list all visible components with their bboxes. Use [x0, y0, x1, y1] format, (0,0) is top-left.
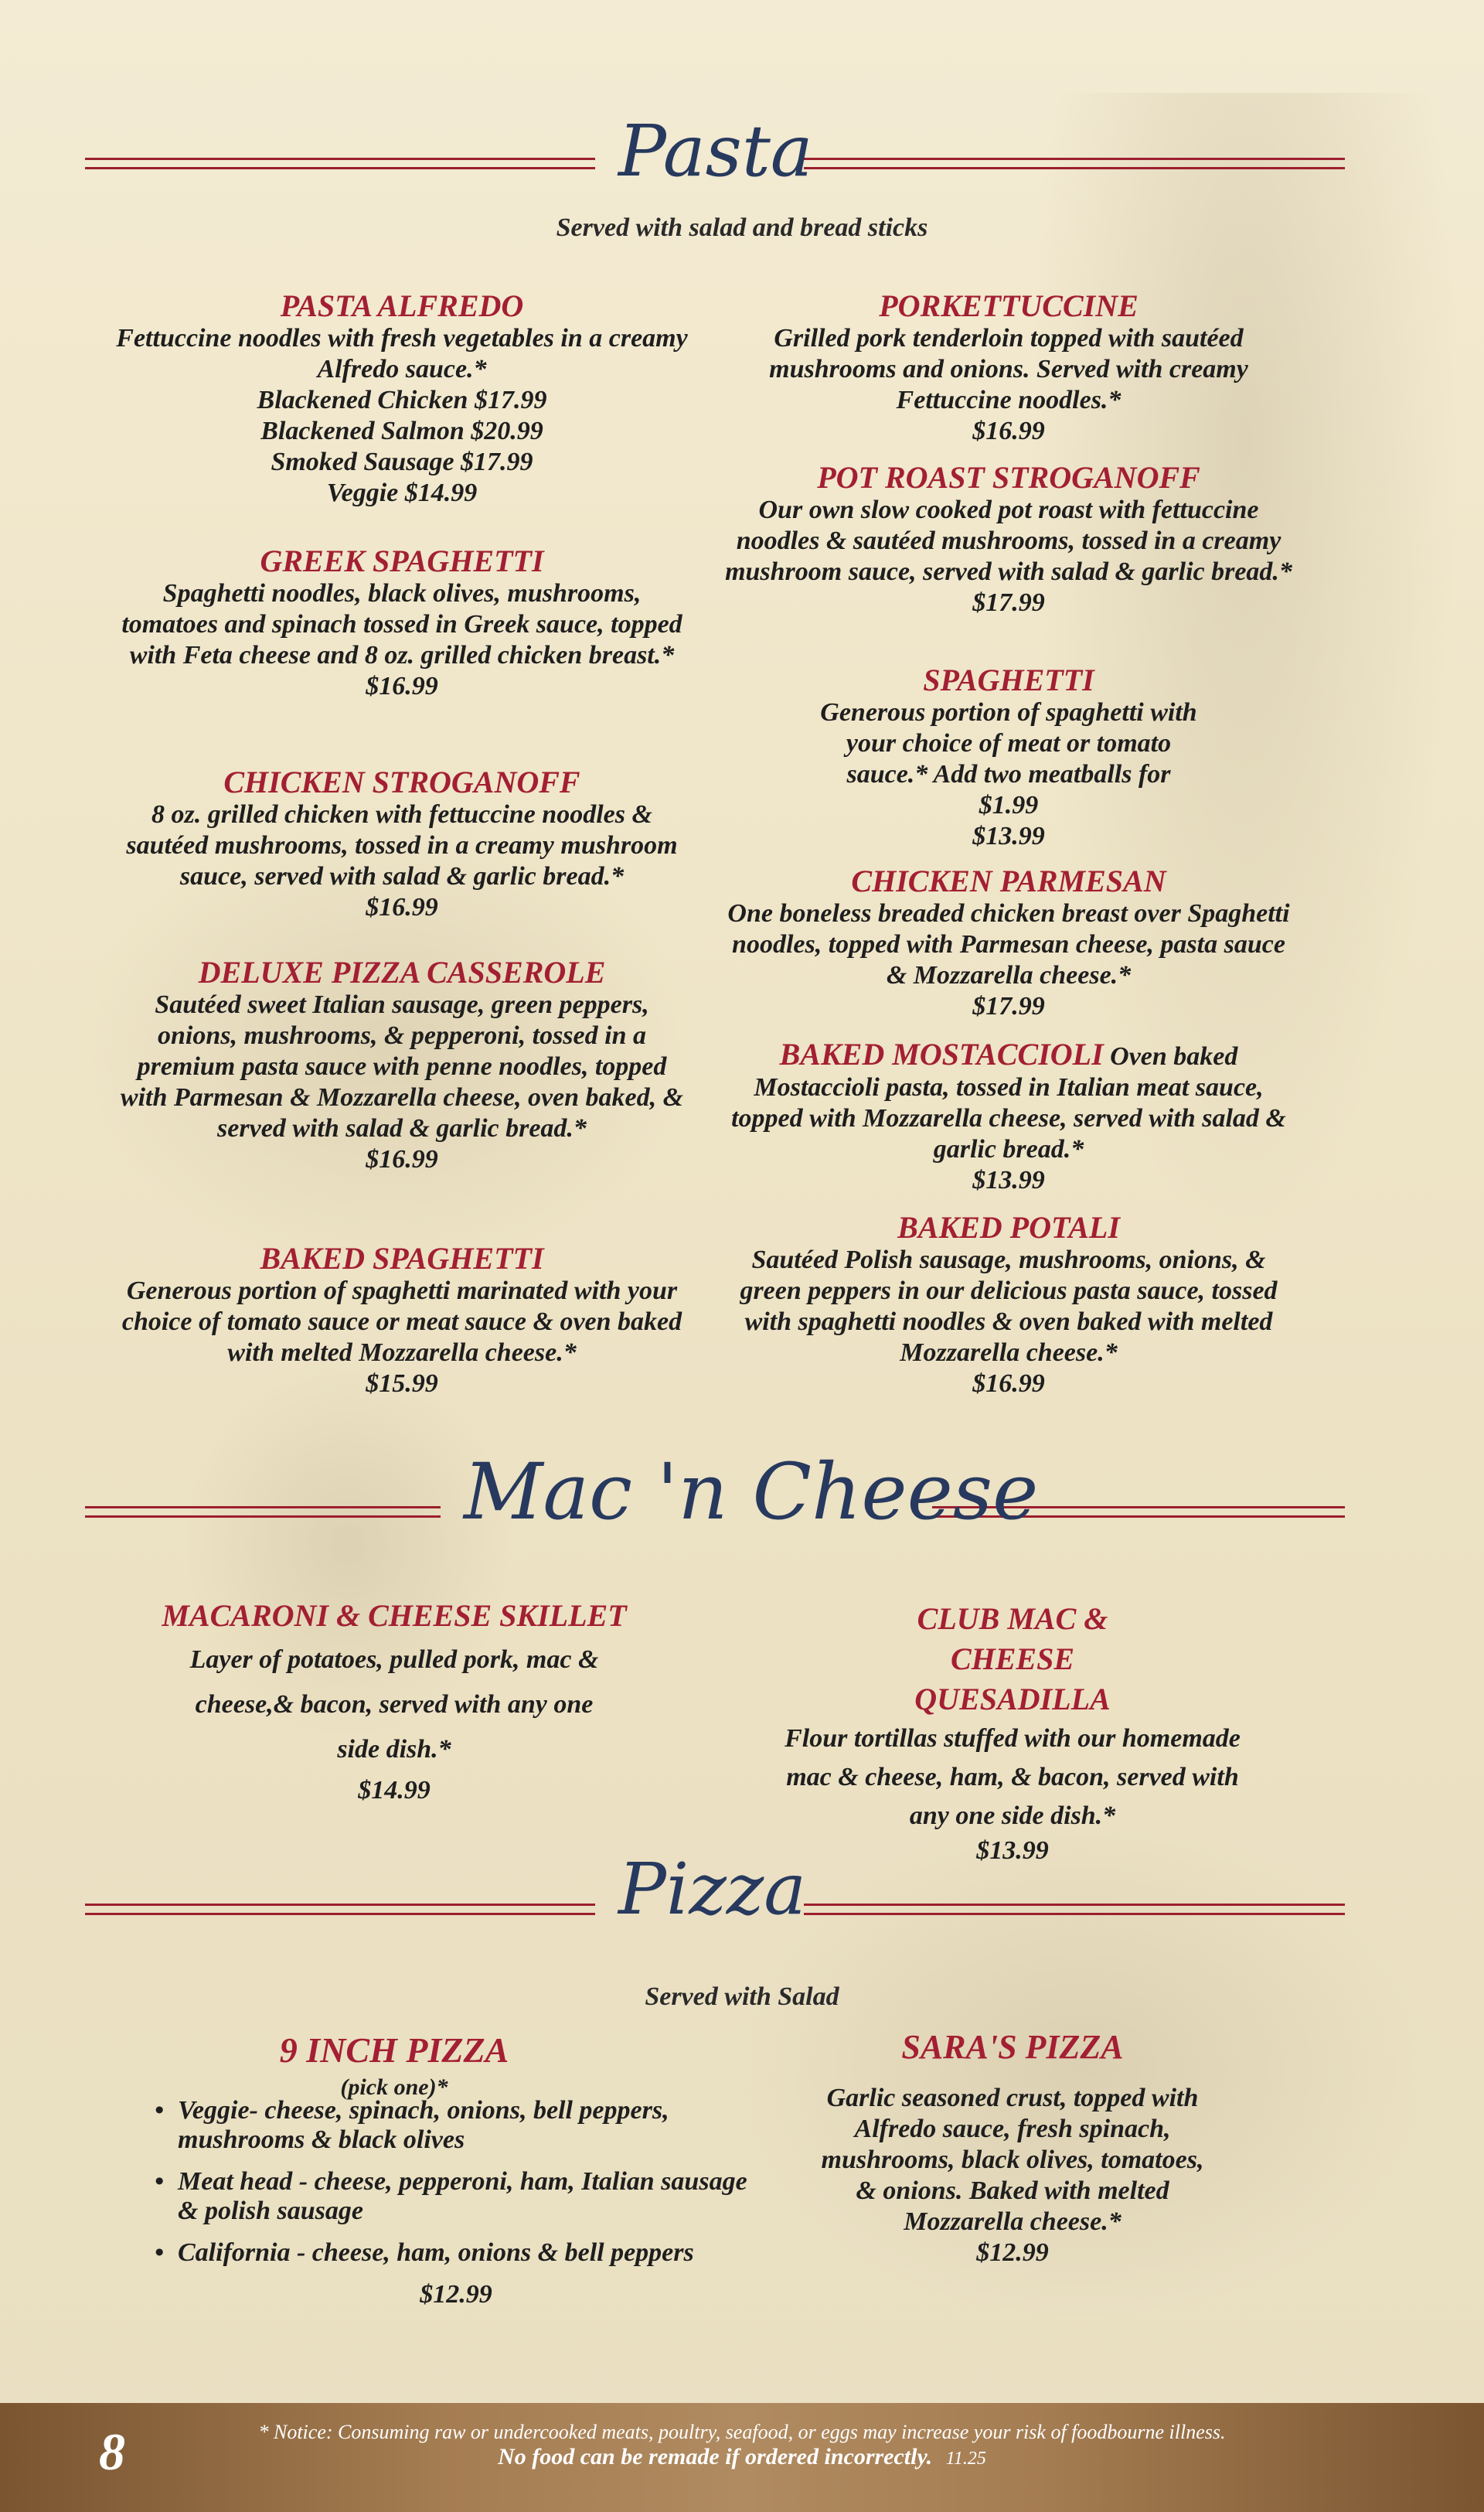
pasta-subtitle: Served with salad and bread sticks: [556, 213, 928, 242]
item-price: $12.99: [976, 2238, 1049, 2267]
item-name: CHICKEN STROGANOFF: [223, 765, 580, 799]
menu-item-greek-spaghetti: [116, 544, 688, 702]
item-option: Blackened Salmon $20.99: [260, 417, 543, 445]
pizza-subtitle: Served with Salad: [645, 1982, 839, 2011]
list-item: • California - cheese, ham, onions & bell peppers: [155, 2238, 694, 2267]
item-desc: Our own slow cooked pot roast with fettuccine noodles & sautéed mushrooms, tossed in a creamy mushroom sauce, served with salad & garlic bread.*: [725, 496, 1292, 586]
item-price: $12.99: [420, 2280, 492, 2309]
pasta-title: Pasta: [618, 110, 813, 193]
menu-item-saras-pizza: [819, 2027, 1206, 2268]
pizza-rule-right: [804, 1904, 1345, 1915]
item-price: $17.99: [972, 992, 1045, 1021]
item-price: $13.99: [976, 1836, 1049, 1865]
item-desc: Garlic seasoned crust, topped with Alfredo sauce, fresh spinach, mushrooms, black olives, tomatoes, & onions. Baked with melted Mozzarella cheese.*: [821, 2084, 1204, 2236]
item-name: 9 INCH PIZZA: [279, 2030, 509, 2070]
mac-title: Mac 'n Cheese: [464, 1447, 1039, 1537]
menu-item-pasta-alfredo: [116, 289, 688, 509]
remake-notice: No food can be remade if ordered incorrectly. 11.25: [498, 2444, 986, 2469]
notice-text: * Notice: Consuming raw or undercooked meats, poultry, seafood, or eggs may increase your risk of foodbourne illness.: [258, 2421, 1226, 2443]
item-desc: Generous portion of spaghetti marinated with your choice of tomato sauce or meat sauce & oven baked with melted Mozzarella cheese.*: [121, 1276, 682, 1367]
item-name: GREEK SPAGHETTI: [260, 544, 544, 578]
item-price: $16.99: [366, 893, 438, 922]
menu-item-chicken-parmesan: [719, 864, 1298, 1022]
item-option: Blackened Chicken $17.99: [257, 386, 547, 414]
item-desc: Generous portion of spaghetti with your choice of meat or tomato sauce.* Add two meatballs for $1.99: [820, 698, 1197, 820]
item-desc: Spaghetti noodles, black olives, mushrooms, tomatoes and spinach tossed in Greek sauce, topped with Feta cheese and 8 oz. grilled chicken breast.*: [121, 579, 682, 670]
menu-item-spaghetti: [819, 663, 1198, 852]
item-option: Smoked Sausage $17.99: [271, 448, 533, 476]
item-name: CHICKEN PARMESAN: [851, 864, 1166, 898]
item-name: BAKED MOSTACCIOLI: [779, 1037, 1104, 1072]
pizza-title: Pizza: [618, 1848, 807, 1931]
item-price: $14.99: [358, 1776, 431, 1805]
item-name: CLUB MAC & CHEESE QUESADILLA: [914, 1601, 1111, 1716]
item-desc-text: Oven baked Mostaccioli pasta, tossed in Italian meat sauce, topped with Mozzarella cheese, served with salad & garlic bread.*: [731, 1042, 1286, 1164]
item-desc: Fettuccine noodles with fresh vegetables in a creamy Alfredo sauce.*: [116, 324, 688, 383]
list-item: • Veggie- cheese, spinach, onions, bell peppers, mushrooms & black olives: [155, 2096, 669, 2154]
item-name: BAKED POTALI: [897, 1210, 1120, 1245]
pasta-rule-left: [85, 158, 595, 169]
item-name: MACARONI & CHEESE SKILLET: [162, 1598, 627, 1633]
menu-item-chicken-stroganoff: [116, 765, 688, 923]
item-name: SPAGHETTI: [923, 663, 1094, 697]
pizza-options-list: [155, 2096, 773, 2309]
item-price: $16.99: [972, 1369, 1045, 1398]
item-desc: Flour tortillas stuffed with our homemade mac & cheese, ham, & bacon, served with any one side dish.*: [785, 1724, 1241, 1830]
item-desc: Layer of potatoes, pulled pork, mac & cheese,& bacon, served with any one side dish.*: [189, 1645, 599, 1764]
item-price: $16.99: [366, 1145, 438, 1174]
page-number: 8: [99, 2422, 125, 2481]
item-price: $17.99: [972, 588, 1045, 617]
item-name: POT ROAST STROGANOFF: [817, 460, 1200, 495]
menu-item-baked-potali: [719, 1211, 1298, 1399]
menu-item-pot-roast-stroganoff: [719, 461, 1298, 619]
mac-rule-left: [85, 1506, 441, 1518]
pasta-rule-right: [804, 158, 1345, 169]
menu-item-baked-spaghetti: [116, 1242, 688, 1399]
item-price: $16.99: [366, 672, 438, 700]
item-name: DELUXE PIZZA CASSEROLE: [198, 955, 606, 990]
item-price: $16.99: [972, 417, 1045, 445]
menu-item-macaroni-cheese-skillet: [116, 1599, 672, 1806]
menu-item-porkettuccine: [719, 289, 1298, 447]
food-safety-notice: [216, 2420, 1268, 2471]
item-desc: 8 oz. grilled chicken with fettuccine noodles & sautéed mushrooms, tossed in a creamy mushroom sauce, served with salad & garlic bread.*: [126, 800, 678, 891]
footer-bar: [0, 2403, 1484, 2512]
item-name: BAKED SPAGHETTI: [260, 1241, 544, 1276]
item-price: $13.99: [972, 822, 1045, 850]
item-price: $13.99: [972, 1166, 1045, 1195]
menu-item-club-mac-cheese-quesadilla: [765, 1599, 1260, 1866]
pizza-rule-left: [85, 1904, 595, 1915]
item-name: SARA'S PIZZA: [901, 2028, 1124, 2066]
item-note: (pick one)*: [340, 2074, 448, 2100]
item-price: $15.99: [366, 1369, 438, 1398]
item-desc: Grilled pork tenderloin topped with sautéed mushrooms and onions. Served with creamy Fettuccine noodles.*: [769, 324, 1248, 414]
item-name: PASTA ALFREDO: [280, 288, 524, 323]
item-name: PORKETTUCCINE: [879, 288, 1139, 323]
menu-code: 11.25: [945, 2449, 986, 2469]
list-item: • Meat head - cheese, pepperoni, ham, Italian sausage & polish sausage: [155, 2167, 747, 2225]
item-desc: Sautéed sweet Italian sausage, green peppers, onions, mushrooms, & pepperoni, tossed in a premium pasta sauce with penne noodles, topped with Parmesan & Mozzarella cheese, oven baked, & served with salad & garlic bread.*: [120, 990, 684, 1143]
menu-item-baked-mostaccioli: [719, 1039, 1298, 1196]
item-desc: Sautéed Polish sausage, mushrooms, onions, & green peppers in our delicious pasta sauce, tossed with spaghetti noodles & oven baked with melted Mozzarella cheese.*: [740, 1246, 1278, 1367]
item-desc: [719, 1039, 1298, 1165]
menu-item-deluxe-pizza-casserole: [116, 956, 688, 1175]
item-option: Veggie $14.99: [326, 479, 478, 507]
menu-item-9-inch-pizza: [193, 2030, 595, 2101]
item-desc: One boneless breaded chicken breast over Spaghetti noodles, topped with Parmesan cheese, pasta sauce & Mozzarella cheese.*: [727, 899, 1290, 990]
